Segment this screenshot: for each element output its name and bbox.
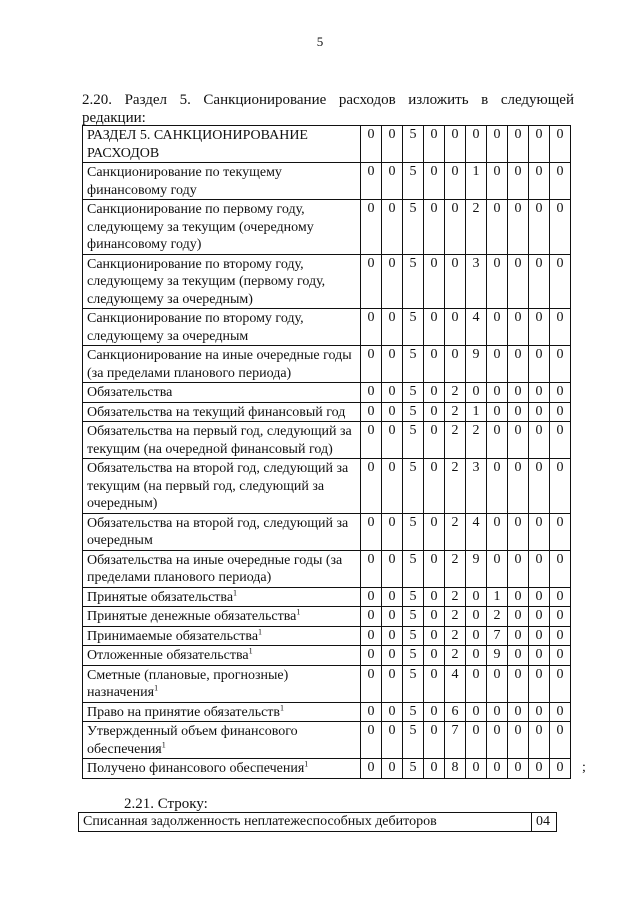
code-digit: 0 <box>361 702 382 722</box>
code-digit: 0 <box>361 722 382 759</box>
code-digit: 2 <box>445 459 466 514</box>
code-digit: 0 <box>550 722 571 759</box>
code-digit: 0 <box>550 163 571 200</box>
code-digit: 5 <box>403 513 424 550</box>
code-digit: 0 <box>424 550 445 587</box>
row-label: Обязательства на второй год, следующий за текущим (на первый год, следующий за очередным) <box>83 459 361 514</box>
table-row <box>83 126 571 163</box>
code-digit: 6 <box>445 702 466 722</box>
code-digit: 0 <box>508 665 529 702</box>
code-digit: 0 <box>508 759 529 779</box>
code-digit: 0 <box>529 200 550 255</box>
code-digit: 5 <box>403 383 424 403</box>
row-label: Обязательства на иные очередные годы (за пределами планового периода) <box>83 550 361 587</box>
code-digit: 2 <box>445 550 466 587</box>
code-digit: 0 <box>382 254 403 309</box>
code-digit: 0 <box>382 702 403 722</box>
code-digit: 0 <box>361 200 382 255</box>
code-digit: 2 <box>445 422 466 459</box>
table-row <box>83 626 571 646</box>
table-row <box>83 346 571 383</box>
code-digit: 0 <box>508 254 529 309</box>
page-number: 5 <box>316 34 324 49</box>
code-digit: 1 <box>466 402 487 422</box>
row-label: Принятые обязательства$^1$ <box>83 587 361 607</box>
semicolon: ; <box>582 760 586 775</box>
code-digit: 0 <box>382 402 403 422</box>
code-digit: 0 <box>529 309 550 346</box>
code-digit: 0 <box>550 607 571 627</box>
code-digit: 5 <box>403 702 424 722</box>
code-digit: 5 <box>403 126 424 163</box>
code-digit: 0 <box>550 383 571 403</box>
code-digit: 0 <box>382 722 403 759</box>
code-digit: 9 <box>466 550 487 587</box>
row-label: Обязательства на первый год, следующий за текущим (на очередной финансовый год) <box>83 422 361 459</box>
table-row <box>83 759 571 779</box>
footnote-marker: 1 <box>154 683 159 693</box>
code-digit: 5 <box>403 346 424 383</box>
code-digit: 0 <box>487 383 508 403</box>
code-digit: 0 <box>508 346 529 383</box>
code-digit: 0 <box>529 346 550 383</box>
code-digit: 4 <box>445 665 466 702</box>
row-label: Утвержденный объем финансового обеспечения$^1$ <box>83 722 361 759</box>
code-digit: 0 <box>361 665 382 702</box>
table-row <box>83 309 571 346</box>
table-row <box>79 813 557 832</box>
code-digit: 0 <box>424 200 445 255</box>
footnote-marker: 1 <box>248 646 253 656</box>
section-5-table <box>82 125 571 779</box>
row-label: Сметные (плановые, прогнозные) назначения$^1$ <box>83 665 361 702</box>
code-digit: 5 <box>403 722 424 759</box>
code-digit: 0 <box>550 513 571 550</box>
code-digit: 2 <box>487 607 508 627</box>
code-digit: 0 <box>361 254 382 309</box>
code-digit: 5 <box>403 200 424 255</box>
code-digit: 0 <box>445 200 466 255</box>
code-digit: 0 <box>424 513 445 550</box>
code-digit: 0 <box>487 346 508 383</box>
code-digit: 9 <box>466 346 487 383</box>
row-label: Получено финансового обеспечения$^1$ <box>83 759 361 779</box>
code-digit: 0 <box>466 626 487 646</box>
table-row <box>83 665 571 702</box>
code-digit: 0 <box>361 607 382 627</box>
row-label: Право на принятие обязательств$^1$ <box>83 702 361 722</box>
code-digit: 7 <box>487 626 508 646</box>
code-digit: 0 <box>361 402 382 422</box>
code-digit: 0 <box>382 550 403 587</box>
code-digit: 0 <box>487 422 508 459</box>
code-digit: 0 <box>361 422 382 459</box>
code-digit: 0 <box>529 722 550 759</box>
table-row <box>83 607 571 627</box>
code-digit: 0 <box>529 126 550 163</box>
table-row <box>83 702 571 722</box>
footnote-marker: 1 <box>161 739 166 749</box>
footnote-marker: 1 <box>258 626 263 636</box>
code-digit: 0 <box>550 402 571 422</box>
code-digit: 0 <box>508 702 529 722</box>
code-digit: 0 <box>424 722 445 759</box>
code-digit: 0 <box>508 513 529 550</box>
code-digit: 0 <box>361 513 382 550</box>
code-digit: 0 <box>550 550 571 587</box>
code-digit: 0 <box>382 200 403 255</box>
code-digit: 0 <box>550 646 571 666</box>
table-row <box>83 722 571 759</box>
code-digit: 0 <box>466 126 487 163</box>
code-digit: 0 <box>424 126 445 163</box>
code-digit: 0 <box>487 309 508 346</box>
code-digit: 0 <box>550 626 571 646</box>
code-digit: 0 <box>424 459 445 514</box>
code-digit: 0 <box>361 163 382 200</box>
code-digit: 0 <box>508 200 529 255</box>
code-digit: 5 <box>403 254 424 309</box>
code-digit: 3 <box>466 459 487 514</box>
code-digit: 5 <box>403 665 424 702</box>
code-digit: 0 <box>550 759 571 779</box>
code-digit: 0 <box>424 665 445 702</box>
code-digit: 0 <box>487 722 508 759</box>
code-digit: 0 <box>550 422 571 459</box>
code-digit: 0 <box>529 607 550 627</box>
footnote-marker: 1 <box>280 702 285 712</box>
code-digit: 0 <box>424 759 445 779</box>
code-digit: 0 <box>424 702 445 722</box>
code-digit: 2 <box>445 383 466 403</box>
code-digit: 9 <box>487 646 508 666</box>
code-digit: 0 <box>508 607 529 627</box>
code-digit: 0 <box>508 383 529 403</box>
code-digit: 0 <box>466 587 487 607</box>
code-digit: 0 <box>424 163 445 200</box>
code-digit: 0 <box>382 346 403 383</box>
code-digit: 0 <box>424 607 445 627</box>
code-digit: 2 <box>466 200 487 255</box>
code-digit: 0 <box>382 665 403 702</box>
row-label: Санкционирование по первому году, следующему за текущим (очередному финансовому году) <box>83 200 361 255</box>
code-digit: 0 <box>361 383 382 403</box>
code-digit: 0 <box>508 402 529 422</box>
code-digit: 0 <box>550 254 571 309</box>
table-row <box>83 383 571 403</box>
code-digit: 0 <box>550 126 571 163</box>
code-digit: 0 <box>445 126 466 163</box>
code-digit: 8 <box>445 759 466 779</box>
code-digit: 0 <box>361 759 382 779</box>
code-digit: 0 <box>382 309 403 346</box>
code-digit: 0 <box>424 422 445 459</box>
code-digit: 2 <box>445 646 466 666</box>
code-digit: 0 <box>487 200 508 255</box>
code-digit: 0 <box>529 383 550 403</box>
code-digit: 0 <box>361 626 382 646</box>
code-digit: 2 <box>445 513 466 550</box>
code-digit: 3 <box>466 254 487 309</box>
code-digit: 0 <box>424 626 445 646</box>
code-digit: 0 <box>487 254 508 309</box>
code-digit: 0 <box>382 759 403 779</box>
code-digit: 0 <box>529 254 550 309</box>
code-digit: 0 <box>361 587 382 607</box>
code-digit: 0 <box>466 702 487 722</box>
code-digit: 0 <box>487 759 508 779</box>
code-digit: 0 <box>487 550 508 587</box>
code-digit: 0 <box>529 587 550 607</box>
row-label: Принимаемые обязательства$^1$ <box>83 626 361 646</box>
code-digit: 0 <box>382 163 403 200</box>
code-digit: 0 <box>529 402 550 422</box>
code-digit: 7 <box>445 722 466 759</box>
code-digit: 0 <box>382 126 403 163</box>
row-code: 04 <box>532 813 557 832</box>
code-digit: 0 <box>382 513 403 550</box>
code-digit: 0 <box>529 646 550 666</box>
code-digit: 0 <box>424 587 445 607</box>
intro-line-2: редакции: <box>82 110 146 126</box>
code-digit: 2 <box>445 587 466 607</box>
table-row <box>83 163 571 200</box>
code-digit: 0 <box>361 346 382 383</box>
code-digit: 5 <box>403 587 424 607</box>
code-digit: 0 <box>529 626 550 646</box>
code-digit: 0 <box>382 459 403 514</box>
code-digit: 0 <box>445 346 466 383</box>
intro-line-1: 2.20. Раздел 5. Санкционирование расходов изложить в следующей <box>82 92 574 108</box>
row-label: Обязательства на текущий финансовый год <box>83 402 361 422</box>
code-digit: 0 <box>487 665 508 702</box>
code-digit: 0 <box>508 626 529 646</box>
code-digit: 4 <box>466 513 487 550</box>
code-digit: 0 <box>445 254 466 309</box>
code-digit: 0 <box>424 383 445 403</box>
code-digit: 5 <box>403 422 424 459</box>
footnote-marker: 1 <box>233 587 238 597</box>
code-digit: 0 <box>508 550 529 587</box>
code-digit: 0 <box>487 163 508 200</box>
code-digit: 5 <box>403 459 424 514</box>
code-digit: 0 <box>550 702 571 722</box>
code-digit: 0 <box>550 200 571 255</box>
row-label: Санкционирование на иные очередные годы (за пределами планового периода) <box>83 346 361 383</box>
code-digit: 0 <box>361 550 382 587</box>
code-digit: 0 <box>529 550 550 587</box>
code-digit: 0 <box>529 422 550 459</box>
code-digit: 0 <box>424 309 445 346</box>
table-row <box>83 513 571 550</box>
code-digit: 0 <box>508 309 529 346</box>
code-digit: 0 <box>550 309 571 346</box>
footnote-marker: 1 <box>304 759 309 769</box>
code-digit: 5 <box>403 402 424 422</box>
code-digit: 5 <box>403 646 424 666</box>
table-row <box>83 550 571 587</box>
code-digit: 0 <box>466 646 487 666</box>
code-digit: 2 <box>445 626 466 646</box>
code-digit: 0 <box>529 665 550 702</box>
code-digit: 0 <box>361 459 382 514</box>
table-row <box>83 254 571 309</box>
code-digit: 0 <box>424 346 445 383</box>
row-label: Санкционирование по второму году, следующему за очередным <box>83 309 361 346</box>
table-row <box>83 459 571 514</box>
code-digit: 0 <box>487 513 508 550</box>
code-digit: 0 <box>466 383 487 403</box>
table-row <box>83 200 571 255</box>
table-row <box>83 587 571 607</box>
code-digit: 0 <box>466 722 487 759</box>
code-digit: 0 <box>424 402 445 422</box>
code-digit: 0 <box>424 646 445 666</box>
code-digit: 0 <box>466 665 487 702</box>
code-digit: 0 <box>466 607 487 627</box>
footnote-marker: 1 <box>296 607 301 617</box>
code-digit: 5 <box>403 759 424 779</box>
code-digit: 0 <box>382 626 403 646</box>
code-digit: 0 <box>382 607 403 627</box>
code-digit: 0 <box>529 759 550 779</box>
code-digit: 0 <box>487 126 508 163</box>
table-row <box>83 402 571 422</box>
row-label: Обязательства <box>83 383 361 403</box>
code-digit: 0 <box>508 459 529 514</box>
row-label: РАЗДЕЛ 5. САНКЦИОНИРОВАНИЕ РАСХОДОВ <box>83 126 361 163</box>
code-digit: 0 <box>508 587 529 607</box>
code-digit: 2 <box>466 422 487 459</box>
debtors-table <box>78 812 557 832</box>
code-digit: 0 <box>361 646 382 666</box>
code-digit: 0 <box>487 702 508 722</box>
code-digit: 0 <box>382 646 403 666</box>
code-digit: 0 <box>508 422 529 459</box>
code-digit: 0 <box>382 422 403 459</box>
code-digit: 5 <box>403 607 424 627</box>
code-digit: 1 <box>487 587 508 607</box>
code-digit: 0 <box>361 126 382 163</box>
code-digit: 0 <box>508 126 529 163</box>
code-digit: 0 <box>445 309 466 346</box>
code-digit: 0 <box>529 702 550 722</box>
code-digit: 0 <box>361 309 382 346</box>
code-digit: 0 <box>382 383 403 403</box>
code-digit: 0 <box>487 459 508 514</box>
code-digit: 0 <box>529 163 550 200</box>
row-label: Списанная задолженность неплатежеспособных дебиторов <box>79 813 532 832</box>
sub-heading: 2.21. Строку: <box>124 796 208 812</box>
code-digit: 0 <box>382 587 403 607</box>
row-label: Обязательства на второй год, следующий за очередным <box>83 513 361 550</box>
table-row <box>83 646 571 666</box>
code-digit: 0 <box>508 163 529 200</box>
code-digit: 0 <box>508 646 529 666</box>
code-digit: 0 <box>508 722 529 759</box>
row-label: Принятые денежные обязательства$^1$ <box>83 607 361 627</box>
code-digit: 5 <box>403 163 424 200</box>
code-digit: 4 <box>466 309 487 346</box>
code-digit: 2 <box>445 402 466 422</box>
code-digit: 0 <box>550 346 571 383</box>
row-label: Санкционирование по второму году, следующему за текущим (первому году, следующему за очередным) <box>83 254 361 309</box>
code-digit: 2 <box>445 607 466 627</box>
code-digit: 5 <box>403 626 424 646</box>
code-digit: 0 <box>529 513 550 550</box>
table-row <box>83 422 571 459</box>
code-digit: 0 <box>550 665 571 702</box>
code-digit: 0 <box>550 459 571 514</box>
code-digit: 0 <box>529 459 550 514</box>
code-digit: 0 <box>466 759 487 779</box>
code-digit: 0 <box>550 587 571 607</box>
row-label: Отложенные обязательства$^1$ <box>83 646 361 666</box>
code-digit: 5 <box>403 309 424 346</box>
code-digit: 0 <box>445 163 466 200</box>
code-digit: 0 <box>487 402 508 422</box>
code-digit: 1 <box>466 163 487 200</box>
row-label: Санкционирование по текущему финансовому году <box>83 163 361 200</box>
code-digit: 5 <box>403 550 424 587</box>
code-digit: 0 <box>424 254 445 309</box>
